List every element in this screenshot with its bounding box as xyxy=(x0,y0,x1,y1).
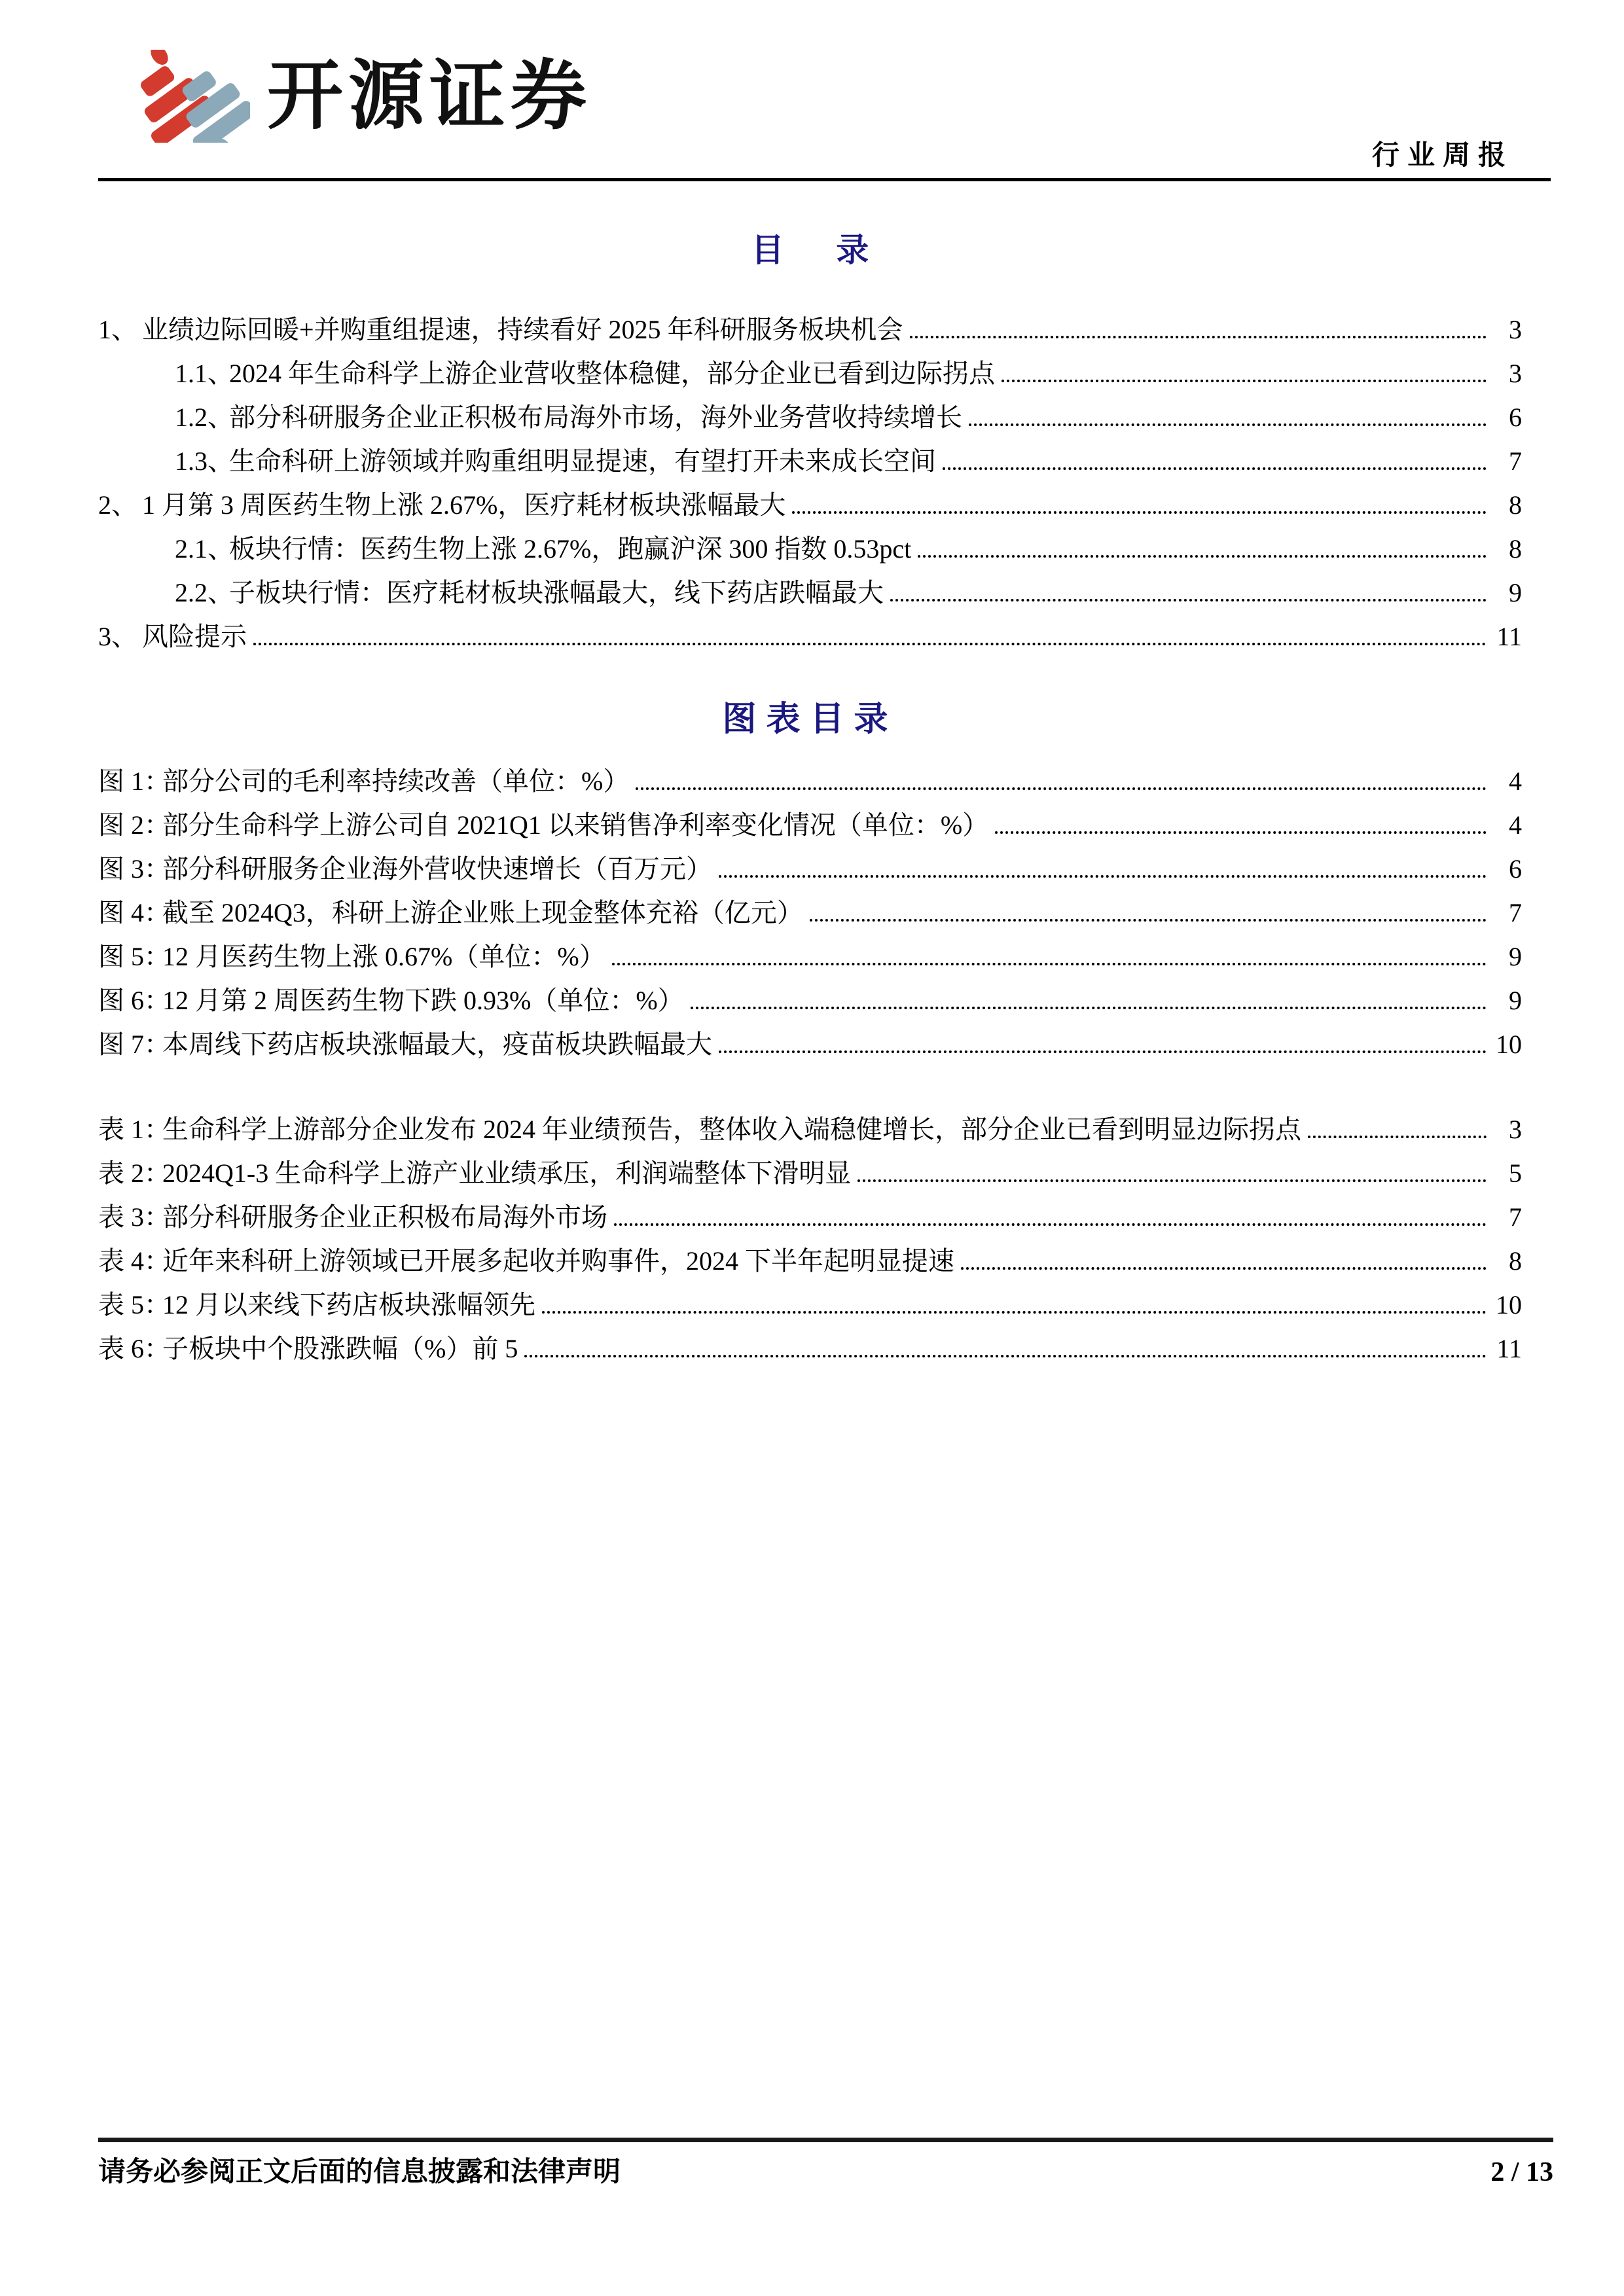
entry-page-number: 3 xyxy=(1509,359,1522,388)
dot-leader xyxy=(719,875,1487,878)
dot-leader xyxy=(857,1179,1487,1182)
dot-leader xyxy=(792,511,1487,514)
entry-title: 部分生命科学上游公司自 2021Q1 以来销售净利率变化情况（单位：%） xyxy=(162,810,989,840)
entry-page-number: 3 xyxy=(1509,315,1522,344)
entry-page-number: 8 xyxy=(1509,534,1522,564)
brand-logo xyxy=(132,50,592,143)
entry-number: 图 1： xyxy=(98,766,170,796)
entry-page-number: 10 xyxy=(1496,1290,1522,1319)
entry-title: 业绩边际回暖+并购重组提速，持续看好 2025 年科研服务板块机会 xyxy=(142,315,903,344)
entry-number: 图 2： xyxy=(98,810,170,840)
table-entry xyxy=(98,1195,1522,1239)
entry-title: 生命科学上游部分企业发布 2024 年业绩预告，整体收入端稳健增长，部分企业已看到明显边际拐点 xyxy=(162,1115,1301,1144)
entry-title: 生命科研上游领域并购重组明显提速，有望打开未来成长空间 xyxy=(229,446,936,476)
dot-leader xyxy=(1308,1136,1487,1138)
page-footer xyxy=(98,2138,1553,2189)
entry-page-number: 4 xyxy=(1509,766,1522,796)
charts-toc-title: 图表目录 xyxy=(722,701,898,738)
report-type-label: 行业周报 xyxy=(1371,141,1513,171)
toc-entry xyxy=(98,439,1522,483)
dot-leader xyxy=(691,1007,1487,1009)
page-header xyxy=(98,0,1551,181)
entry-number: 表 3： xyxy=(98,1202,170,1232)
footer-page-indicator: 2 / 13 xyxy=(1490,2157,1553,2187)
entry-page-number: 8 xyxy=(1509,490,1522,520)
entry-page-number: 5 xyxy=(1509,1158,1522,1188)
entry-number: 图 4： xyxy=(98,898,170,927)
figure-entry xyxy=(98,935,1522,978)
entry-number: 表 5： xyxy=(98,1290,170,1319)
dot-leader xyxy=(995,831,1487,834)
entry-page-number: 7 xyxy=(1509,446,1522,476)
dot-leader xyxy=(890,599,1487,601)
toc-entry xyxy=(98,483,1522,527)
dot-leader xyxy=(614,1223,1487,1226)
entry-number: 2.1、 xyxy=(175,534,234,564)
toc-entry xyxy=(98,351,1522,395)
entry-title: 2024 年生命科学上游企业营收整体稳健，部分企业已看到边际拐点 xyxy=(229,359,995,388)
entry-number: 2.2、 xyxy=(175,578,234,607)
table-entry-list xyxy=(98,1107,1522,1371)
dot-leader xyxy=(969,423,1487,426)
entry-page-number: 8 xyxy=(1509,1246,1522,1276)
entry-number: 1.3、 xyxy=(175,446,234,476)
dot-leader xyxy=(1001,380,1487,382)
toc-entry xyxy=(98,308,1522,351)
entry-title: 子板块中个股涨跌幅（%）前 5 xyxy=(162,1334,518,1363)
figure-entry xyxy=(98,1022,1522,1066)
entry-title: 部分公司的毛利率持续改善（单位：%） xyxy=(162,766,630,796)
entry-page-number: 9 xyxy=(1509,986,1522,1015)
dot-leader xyxy=(524,1355,1487,1357)
toc-content xyxy=(98,230,1522,1371)
entry-number: 图 3： xyxy=(98,854,170,884)
entry-number: 表 2： xyxy=(98,1158,170,1188)
entry-page-number: 6 xyxy=(1509,854,1522,884)
toc-entry xyxy=(98,571,1522,615)
entry-title: 本周线下药店板块涨幅最大，疫苗板块跌幅最大 xyxy=(162,1030,712,1059)
dot-leader xyxy=(810,919,1487,922)
entry-page-number: 6 xyxy=(1509,403,1522,432)
dot-leader xyxy=(542,1311,1487,1314)
entry-number: 表 4： xyxy=(98,1246,170,1276)
entry-title: 部分科研服务企业正积极布局海外市场，海外业务营收持续增长 xyxy=(229,403,962,432)
entry-page-number: 11 xyxy=(1496,622,1522,651)
entry-page-number: 10 xyxy=(1496,1030,1522,1059)
dot-leader xyxy=(636,787,1487,790)
figure-entry xyxy=(98,847,1522,891)
entry-number: 1、 xyxy=(98,315,137,344)
dot-leader xyxy=(961,1267,1487,1270)
entry-number: 表 1： xyxy=(98,1115,170,1144)
entry-number: 图 5： xyxy=(98,942,170,971)
table-entry xyxy=(98,1239,1522,1283)
entry-title: 风险提示 xyxy=(142,622,247,651)
table-entry xyxy=(98,1283,1522,1327)
toc-title: 目 录 xyxy=(751,232,869,268)
table-entry xyxy=(98,1151,1522,1195)
entry-number: 表 6： xyxy=(98,1334,170,1363)
entry-page-number: 11 xyxy=(1496,1334,1522,1363)
entry-page-number: 9 xyxy=(1509,942,1522,971)
dot-leader xyxy=(918,555,1487,558)
dot-leader xyxy=(719,1050,1487,1053)
figure-entry xyxy=(98,759,1522,803)
entry-title: 12 月以来线下药店板块涨幅领先 xyxy=(162,1290,535,1319)
entry-title: 截至 2024Q3，科研上游企业账上现金整体充裕（亿元） xyxy=(162,898,803,927)
dot-leader xyxy=(910,336,1487,338)
entry-title: 部分科研服务企业海外营收快速增长（百万元） xyxy=(162,854,712,884)
entry-title: 近年来科研上游领域已开展多起收并购事件，2024 下半年起明显提速 xyxy=(162,1246,954,1276)
toc-entry-list xyxy=(98,308,1522,658)
entry-number: 1.2、 xyxy=(175,403,234,432)
brand-logo-wings-icon xyxy=(132,50,250,143)
entry-title: 1 月第 3 周医药生物上涨 2.67%，医疗耗材板块涨幅最大 xyxy=(142,490,786,520)
entry-title: 部分科研服务企业正积极布局海外市场 xyxy=(162,1202,607,1232)
table-entry xyxy=(98,1327,1522,1371)
toc-entry xyxy=(98,527,1522,571)
entry-title: 2024Q1-3 生命科学上游产业业绩承压，利润端整体下滑明显 xyxy=(162,1158,852,1188)
entry-page-number: 3 xyxy=(1509,1115,1522,1144)
table-entry xyxy=(98,1107,1522,1151)
dot-leader xyxy=(253,643,1487,645)
entry-number: 图 7： xyxy=(98,1030,170,1059)
dot-leader xyxy=(612,963,1487,965)
entry-page-number: 7 xyxy=(1509,1202,1522,1232)
entry-page-number: 9 xyxy=(1509,578,1522,607)
entry-page-number: 7 xyxy=(1509,898,1522,927)
entry-title: 子板块行情：医疗耗材板块涨幅最大，线下药店跌幅最大 xyxy=(229,578,884,607)
entry-page-number: 4 xyxy=(1509,810,1522,840)
figure-entry xyxy=(98,803,1522,847)
entry-title: 12 月医药生物上涨 0.67%（单位：%） xyxy=(162,942,605,971)
entry-number: 2、 xyxy=(98,490,137,520)
brand-name: 开源证券 xyxy=(267,52,592,141)
dot-leader xyxy=(943,467,1487,470)
footer-disclaimer: 请务必参阅正文后面的信息披露和法律声明 xyxy=(98,2157,621,2187)
figure-entry xyxy=(98,891,1522,935)
entry-number: 3、 xyxy=(98,622,137,651)
entry-number: 图 6： xyxy=(98,986,170,1015)
toc-entry xyxy=(98,395,1522,439)
figure-entry xyxy=(98,978,1522,1022)
toc-entry xyxy=(98,615,1522,658)
entry-number: 1.1、 xyxy=(175,359,234,388)
entry-title: 12 月第 2 周医药生物下跌 0.93%（单位：%） xyxy=(162,986,684,1015)
figure-entry-list xyxy=(98,759,1522,1066)
entry-title: 板块行情：医药生物上涨 2.67%，跑赢沪深 300 指数 0.53pct xyxy=(229,534,912,564)
